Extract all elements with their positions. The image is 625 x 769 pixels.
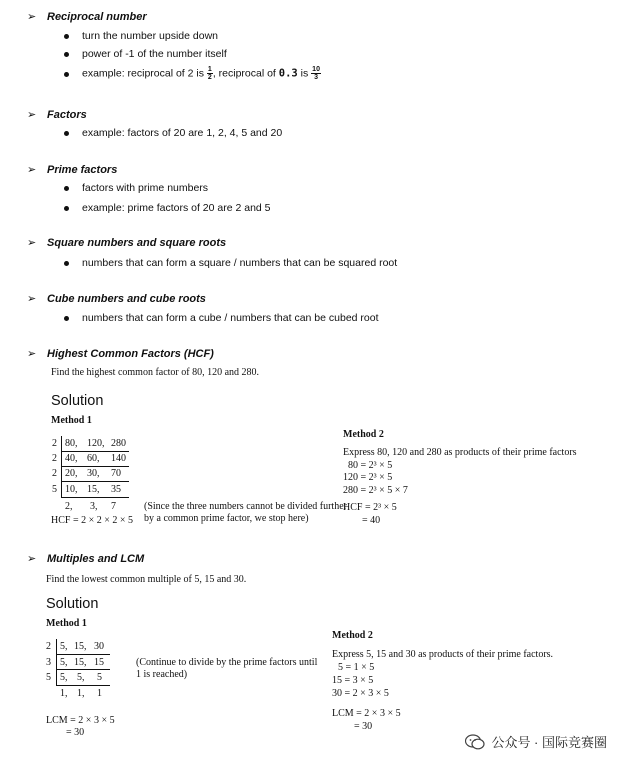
heading-factors: Factors <box>47 109 87 121</box>
table-cell: 80, <box>65 438 78 449</box>
table-cell: 10, <box>65 484 78 495</box>
lcm-question: Find the lowest common multiple of 5, 15 and 30. <box>46 574 247 585</box>
table-cell: 1, <box>77 688 85 699</box>
hcf-method2-intro: Express 80, 120 and 280 as products of their prime factors <box>343 447 577 458</box>
lcm-method2-intro: Express 5, 15 and 30 as products of their prime factors. <box>332 649 554 660</box>
lcm-method1-title: Method 1 <box>46 618 87 629</box>
arrow-icon: ➢ <box>27 293 37 305</box>
heading-square: Square numbers and square roots <box>47 237 227 249</box>
reciprocal-example-text-3: is <box>300 67 309 80</box>
lcm-method2-line: 15 = 3 × 5 <box>332 675 374 686</box>
bullet-icon <box>64 206 69 211</box>
hcf-result: HCF = 2 × 2 × 2 × 5 <box>51 515 134 526</box>
table-cell: 5, <box>60 657 68 668</box>
heading-prime-factors: Prime factors <box>47 164 118 176</box>
lcm-solution-title: Solution <box>46 596 99 612</box>
table-cell: 1 <box>97 688 102 699</box>
table-divider <box>61 497 129 498</box>
hcf-method2-line: 80 = 2³ × 5 <box>348 460 393 471</box>
bullet-icon <box>64 261 69 266</box>
table-cell: 1, <box>60 688 68 699</box>
table-divider <box>56 639 57 685</box>
bullet-icon <box>64 34 69 39</box>
prime-bullet-1: factors with prime numbers <box>82 182 209 194</box>
table-cell: 2 <box>52 453 57 464</box>
lcm-method2-line: = 30 <box>354 721 373 732</box>
hcf-note-line1: (Since the three numbers cannot be divided further <box>144 501 347 512</box>
table-divider <box>56 669 110 670</box>
table-cell: 5 <box>52 484 57 495</box>
table-cell: 30, <box>87 468 100 479</box>
table-divider <box>61 436 62 498</box>
table-cell: 15, <box>74 657 87 668</box>
arrow-icon: ➢ <box>27 164 37 176</box>
decimal-value: 0.3 <box>278 67 298 80</box>
fraction-numerator: 1 <box>207 66 212 73</box>
heading-lcm: Multiples and LCM <box>47 553 145 565</box>
table-cell: 2, <box>65 501 73 512</box>
reciprocal-example-text: example: reciprocal of 2 is <box>82 67 204 80</box>
cube-bullet-1: numbers that can form a cube / numbers that can be cubed root <box>82 312 379 324</box>
fraction-ten-thirds <box>311 66 321 81</box>
arrow-icon: ➢ <box>27 11 37 23</box>
table-cell: 15, <box>87 484 100 495</box>
hcf-method2-line: 280 = 2³ × 5 × 7 <box>343 485 408 496</box>
table-cell: 15 <box>94 657 104 668</box>
reciprocal-bullet-1: turn the number upside down <box>82 30 219 42</box>
lcm-result-line1: LCM = 2 × 3 × 5 <box>46 715 115 726</box>
square-bullet-1: numbers that can form a square / numbers that can be squared root <box>82 257 398 269</box>
hcf-method2-line: 120 = 2³ × 5 <box>343 472 393 483</box>
lcm-note-line2: 1 is reached) <box>136 669 188 680</box>
table-divider <box>56 654 110 655</box>
bullet-icon <box>64 186 69 191</box>
bullet-icon <box>64 72 69 77</box>
table-cell: 120, <box>87 438 105 449</box>
bullet-icon <box>64 316 69 321</box>
lcm-method2-line: 5 = 1 × 5 <box>338 662 375 673</box>
table-divider <box>61 466 129 467</box>
watermark-text: 公众号 · 国际竞赛圈 <box>491 735 607 750</box>
table-cell: 30 <box>94 641 104 652</box>
table-cell: 70 <box>111 468 121 479</box>
fraction-denominator: 3 <box>314 74 319 81</box>
table-cell: 5, <box>77 672 85 683</box>
table-cell: 20, <box>65 468 78 479</box>
table-cell: 5, <box>60 672 68 683</box>
prime-bullet-2: example: prime factors of 20 are 2 and 5 <box>82 202 271 214</box>
lcm-result-line2: = 30 <box>66 727 85 738</box>
bullet-icon <box>64 131 69 136</box>
table-cell: 140 <box>111 453 126 464</box>
bullet-icon <box>64 52 69 57</box>
arrow-icon: ➢ <box>27 553 37 565</box>
table-cell: 2 <box>52 468 57 479</box>
fraction-denominator: 2 <box>207 74 212 81</box>
table-cell: 3, <box>90 501 98 512</box>
lcm-method2-line: 30 = 2 × 3 × 5 <box>332 688 389 699</box>
table-cell: 60, <box>87 453 100 464</box>
lcm-method2-line: LCM = 2 × 3 × 5 <box>332 708 401 719</box>
arrow-icon: ➢ <box>27 348 37 360</box>
reciprocal-bullet-3 <box>82 66 321 81</box>
table-cell: 2 <box>46 641 51 652</box>
lcm-method2-title: Method 2 <box>332 630 373 641</box>
hcf-method2-line: = 40 <box>362 515 381 526</box>
reciprocal-example-text-2: , reciprocal of <box>212 67 276 80</box>
table-cell: 5, <box>60 641 68 652</box>
hcf-method1-title: Method 1 <box>51 415 92 426</box>
hcf-solution-title: Solution <box>51 393 104 409</box>
reciprocal-bullet-2: power of -1 of the number itself <box>82 48 227 60</box>
arrow-icon: ➢ <box>27 237 37 249</box>
factors-bullet-1: example: factors of 20 are 1, 2, 4, 5 and 20 <box>82 127 283 139</box>
lcm-note-line1: (Continue to divide by the prime factors until <box>136 657 318 668</box>
hcf-question: Find the highest common factor of 80, 120 and 280. <box>51 367 260 378</box>
fraction-numerator: 10 <box>312 66 320 73</box>
table-cell: 7 <box>111 501 116 512</box>
table-cell: 5 <box>46 672 51 683</box>
table-cell: 2 <box>52 438 57 449</box>
heading-hcf: Highest Common Factors (HCF) <box>47 348 214 360</box>
table-divider <box>61 481 129 482</box>
heading-cube: Cube numbers and cube roots <box>47 293 206 305</box>
watermark <box>465 732 607 751</box>
wechat-icon <box>465 734 485 750</box>
table-divider <box>61 451 129 452</box>
table-cell: 40, <box>65 453 78 464</box>
hcf-note-line2: by a common prime factor, we stop here) <box>144 513 309 524</box>
arrow-icon: ➢ <box>27 109 37 121</box>
heading-reciprocal: Reciprocal number <box>47 11 147 23</box>
table-cell: 5 <box>97 672 102 683</box>
hcf-method2-title: Method 2 <box>343 429 384 440</box>
table-divider <box>56 685 110 686</box>
hcf-method2-line: HCF = 2³ × 5 <box>343 502 397 513</box>
table-cell: 3 <box>46 657 51 668</box>
table-cell: 15, <box>74 641 87 652</box>
table-cell: 35 <box>111 484 121 495</box>
table-cell: 280 <box>111 438 126 449</box>
